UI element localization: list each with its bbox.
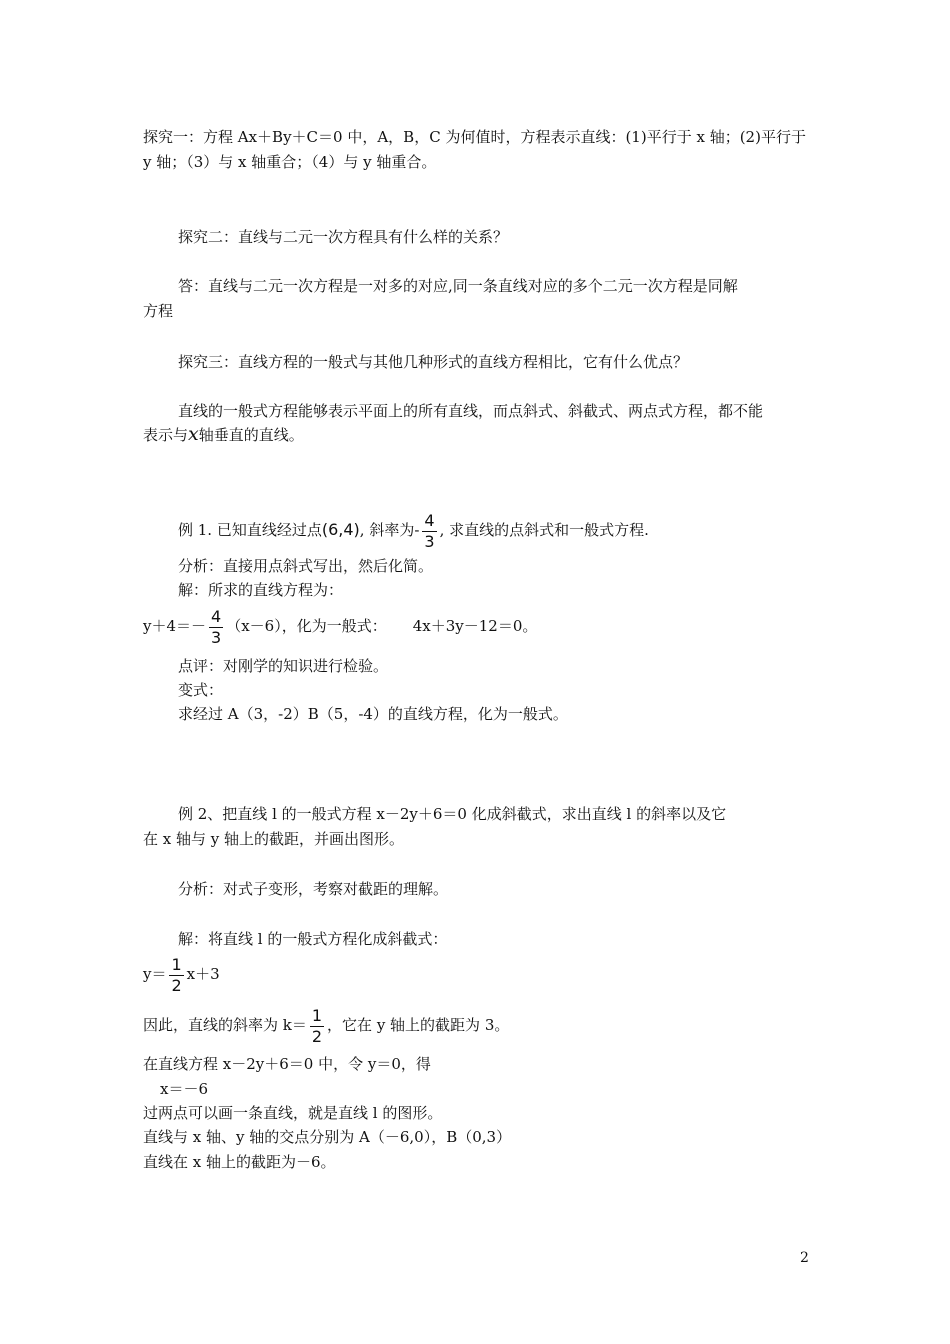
page-number: 2 — [800, 1250, 809, 1266]
example2-line-c: 过两点可以画一条直线，就是直线 l 的图形。 — [143, 1104, 443, 1122]
fraction — [310, 1006, 324, 1047]
text: , 斜率为 — [359, 521, 415, 539]
example2-solution: 解：将直线 l 的一般式方程化成斜截式： — [178, 930, 448, 948]
example1-statement — [178, 508, 649, 552]
numerator: 1 — [311, 1005, 323, 1025]
text: 轴垂直的直线。 — [198, 426, 304, 444]
inquiry3-question: 探究三：直线方程的一般式与其他几种形式的直线方程相比，它有什么优点？ — [178, 353, 689, 371]
fraction — [422, 511, 436, 552]
inquiry2-answer-line2: 方程 — [143, 302, 174, 320]
text: 因此，直线的斜率为 k＝ — [143, 1016, 307, 1034]
example2-line2: 在 x 轴与 y 轴上的截距，并画出图形。 — [143, 830, 405, 848]
inquiry3-answer-line1: 直线的一般式方程能够表示平面上的所有直线，而点斜式、斜截式、两点式方程，都不能 — [178, 402, 764, 420]
inquiry1-line1: 探究一：方程 Ax＋By＋C＝0 中，A，B，C 为何值时，方程表示直线：(1)平行于 x 轴；(2)平行于 — [143, 128, 806, 146]
inquiry2-answer-line1: 答：直线与二元一次方程是一对多的对应,同一条直线对应的多个二元一次方程是同解 — [178, 277, 738, 295]
denominator: 2 — [171, 975, 182, 995]
text: 表示与 — [143, 426, 189, 444]
general-form: 4x＋3y－12＝0。 — [412, 617, 538, 635]
example2-line-a: 在直线方程 x－2y＋6＝0 中，令 y＝0，得 — [143, 1055, 431, 1073]
text: y＋4＝－ — [143, 617, 207, 635]
example2-line-b: x＝－6 — [160, 1080, 209, 1098]
example1-comment: 点评：对刚学的知识进行检验。 — [178, 657, 389, 675]
text: （x－6），化为一般式： — [226, 617, 387, 635]
text: y＝ — [143, 965, 167, 983]
example2-line1: 例 2、把直线 l 的一般式方程 x－2y＋6＝0 化成斜截式，求出直线 l 的斜率以及它 — [178, 805, 727, 823]
numerator: 4 — [211, 606, 222, 626]
denominator: 3 — [424, 531, 435, 551]
example1-analysis: 分析：直接用点斜式写出，然后化简。 — [178, 557, 434, 575]
denominator: 3 — [211, 627, 222, 647]
example2-line-d: 直线与 x 轴、y 轴的交点分别为 A（－6,0），B（0,3） — [143, 1128, 512, 1146]
point: (6,4) — [321, 520, 360, 539]
numerator: 1 — [171, 954, 182, 974]
numerator: 4 — [424, 510, 435, 530]
inquiry3-answer-line2 — [143, 423, 304, 446]
example1-variant-label: 变式： — [178, 681, 224, 699]
variable-x: x — [188, 423, 199, 445]
minus-sign: - — [414, 521, 420, 539]
text: ，它在 y 轴上的截距为 3。 — [327, 1016, 510, 1034]
denominator: 2 — [311, 1026, 323, 1046]
example1-variant: 求经过 A（3，-2）B（5，-4）的直线方程，化为一般式。 — [178, 705, 568, 723]
example2-analysis: 分析：对式子变形，考察对截距的理解。 — [178, 880, 449, 898]
text: x＋3 — [186, 965, 220, 983]
text: , 求直线的点斜式和一般式方程. — [439, 521, 649, 539]
inquiry1-line2: y 轴；（3）与 x 轴重合；（4）与 y 轴重合。 — [143, 153, 437, 171]
text: 例 1. 已知直线经过点 — [178, 521, 322, 539]
example1-equation — [143, 604, 537, 648]
fraction — [209, 607, 223, 648]
fraction — [169, 955, 183, 996]
example2-equation — [143, 952, 220, 996]
example2-slope — [143, 1003, 509, 1047]
example1-solution: 解：所求的直线方程为： — [178, 581, 344, 599]
example2-line-e: 直线在 x 轴上的截距为－6。 — [143, 1153, 336, 1171]
inquiry2-question: 探究二：直线与二元一次方程具有什么样的关系？ — [178, 228, 509, 246]
